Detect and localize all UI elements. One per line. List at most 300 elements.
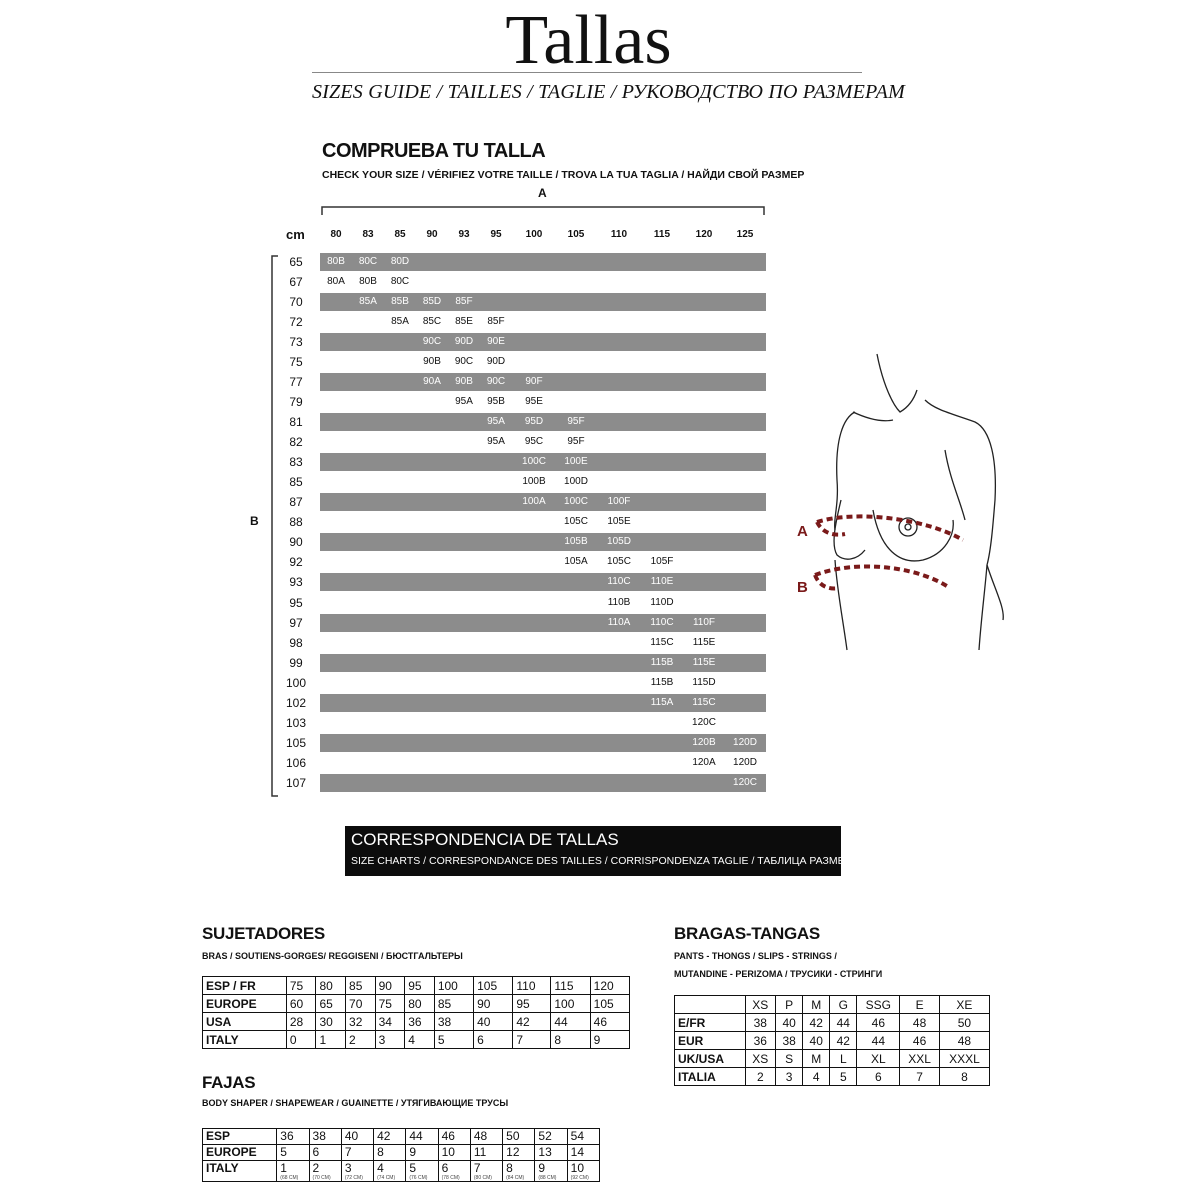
size-cell: 110F xyxy=(692,616,716,628)
size-cell: 120A xyxy=(692,756,716,768)
cell-value: 46 xyxy=(593,1014,607,1029)
bras-size-table xyxy=(202,976,630,1049)
column-header: 85 xyxy=(394,229,406,240)
column-header-cell: M xyxy=(803,996,830,1014)
table-cell xyxy=(309,1161,341,1182)
row-label: 73 xyxy=(289,335,303,350)
size-cell: 95B xyxy=(487,396,505,408)
bras-subtitle: BRAS / SOUTIENS-GORGES/ REGGISENI / БЮСТГАЛЬТЕРЫ xyxy=(202,951,463,961)
cell-note: (68 CM) xyxy=(280,1175,299,1181)
cell-value: 44 xyxy=(871,1033,886,1048)
column-header: 120 xyxy=(695,229,713,240)
table-cell xyxy=(513,1013,551,1031)
table-cell xyxy=(513,1031,551,1049)
table-cell xyxy=(474,995,513,1013)
table-cell xyxy=(857,1014,900,1032)
cell-value: EUR xyxy=(678,1033,704,1048)
table-cell xyxy=(513,995,551,1013)
table-cell xyxy=(830,1032,857,1050)
figure-label-a: A xyxy=(797,523,808,540)
cell-value: 8 xyxy=(506,1161,513,1175)
cell-note: (78 CM) xyxy=(441,1175,460,1181)
unit-label: cm xyxy=(286,227,305,242)
table-cell xyxy=(745,1050,776,1068)
row-label: 82 xyxy=(289,435,303,450)
size-cell: 80D xyxy=(390,256,410,267)
cell-value: 38 xyxy=(437,1014,452,1029)
table-cell xyxy=(939,1050,989,1068)
cell-value: ITALY xyxy=(206,1161,239,1175)
column-header: 105 xyxy=(567,229,585,240)
table-cell xyxy=(939,1032,989,1050)
row-label: 75 xyxy=(289,355,303,370)
table-cell xyxy=(374,1161,406,1182)
row-header-cell xyxy=(203,977,287,995)
size-cell: 110A xyxy=(607,616,631,628)
table-cell xyxy=(590,1013,629,1031)
table-cell xyxy=(745,1068,776,1086)
cell-value: 8 xyxy=(961,1069,968,1084)
table-cell xyxy=(535,1161,567,1182)
table-cell xyxy=(406,1145,438,1161)
underbust-measure-label: B xyxy=(250,514,259,528)
cell-value: 4 xyxy=(812,1069,820,1084)
size-cell: 120B xyxy=(692,736,716,748)
size-cell: 80C xyxy=(358,256,378,267)
size-cell: 90E xyxy=(487,336,505,348)
correspondence-subtitle: SIZE CHARTS / CORRESPONDANCE DES TAILLES / CORRISPONDENZA TAGLIE / ТАБЛИЦА РАЗМЕРОВ xyxy=(351,855,867,867)
cell-value: 95 xyxy=(516,996,530,1011)
size-cell: 110B xyxy=(607,596,631,608)
size-cell: 105D xyxy=(607,536,631,548)
cell-value: 6 xyxy=(312,1145,320,1159)
size-cell: 110C xyxy=(650,616,674,628)
cell-value: 12 xyxy=(506,1145,520,1159)
size-cell: 100F xyxy=(607,496,631,508)
table-row xyxy=(203,977,630,995)
column-header: 100 xyxy=(525,229,543,240)
table-cell xyxy=(503,1145,535,1161)
table-cell xyxy=(434,977,473,995)
table-cell xyxy=(316,977,346,995)
size-cell: 100A xyxy=(522,496,546,508)
size-cell: 95D xyxy=(524,416,544,428)
size-cell: 100E xyxy=(564,456,588,468)
table-cell xyxy=(551,1013,590,1031)
figure-label-b: B xyxy=(797,579,808,596)
cell-value: XL xyxy=(871,1051,886,1066)
table-cell xyxy=(405,1031,435,1049)
size-cell: 85D xyxy=(422,296,442,308)
cell-value: 65 xyxy=(319,996,333,1011)
table-cell xyxy=(346,995,376,1013)
table-cell xyxy=(551,977,590,995)
table-row xyxy=(203,1161,600,1182)
table-cell xyxy=(316,1031,346,1049)
check-size-subtitle: CHECK YOUR SIZE / VÉRIFIEZ VOTRE TAILLE / TROVA LA TUA TAGLIA / НАЙДИ СВОЙ РАЗМЕР xyxy=(322,169,805,181)
table-cell xyxy=(346,1013,376,1031)
table-cell xyxy=(567,1161,599,1182)
table-cell xyxy=(803,1032,830,1050)
row-header-cell xyxy=(203,1031,287,1049)
size-cell: 100B xyxy=(522,476,546,488)
bust-figure-illustration xyxy=(795,350,1015,660)
cell-value: 44 xyxy=(409,1129,423,1143)
table-cell xyxy=(551,1031,590,1049)
cell-value: 36 xyxy=(753,1033,767,1048)
table-cell xyxy=(438,1129,470,1145)
cell-value: 9 xyxy=(593,1032,601,1047)
cell-value: 44 xyxy=(836,1015,850,1030)
cell-value: 48 xyxy=(957,1033,972,1048)
table-row xyxy=(203,1031,630,1049)
size-cell: 120D xyxy=(733,736,757,748)
cell-value: 2 xyxy=(312,1161,320,1175)
size-cell: 95A xyxy=(455,396,473,408)
bras-title: SUJETADORES xyxy=(202,924,325,943)
size-cell: 115D xyxy=(692,676,716,688)
column-header: 110 xyxy=(610,229,628,240)
table-row xyxy=(675,1068,990,1086)
check-size-title: COMPRUEBA TU TALLA xyxy=(322,140,546,162)
size-cell: 85B xyxy=(391,296,409,308)
size-cell: 115C xyxy=(692,696,716,708)
size-cell: 80C xyxy=(390,276,410,288)
table-cell xyxy=(277,1161,309,1182)
cell-value: 38 xyxy=(753,1015,767,1030)
size-cell: 90C xyxy=(454,356,474,368)
cell-value: EUROPE xyxy=(206,1145,257,1159)
table-cell xyxy=(513,977,551,995)
size-cell: 120C xyxy=(733,776,757,788)
cell-value: 8 xyxy=(554,1032,562,1047)
cell-value: 60 xyxy=(289,996,304,1011)
table-row xyxy=(203,1145,600,1161)
row-label: 92 xyxy=(289,555,303,570)
cell-value: 7 xyxy=(344,1145,352,1159)
size-cell: 95E xyxy=(525,396,543,408)
row-label: 95 xyxy=(289,595,303,610)
bust-measure-label: A xyxy=(538,186,547,200)
cell-note: (80 CM) xyxy=(473,1175,492,1181)
cell-value: 70 xyxy=(349,996,363,1011)
column-header-cell: G xyxy=(830,996,857,1014)
cell-value: 42 xyxy=(836,1033,850,1048)
table-cell xyxy=(434,1031,473,1049)
underbust-measure-line xyxy=(815,566,950,588)
cell-value: 90 xyxy=(378,978,392,993)
briefs-subtitle-1: PANTS - THONGS / SLIPS - STRINGS / xyxy=(674,951,837,961)
cell-value: ESP / FR xyxy=(206,978,256,993)
table-cell xyxy=(309,1145,341,1161)
table-row xyxy=(203,1013,630,1031)
table-cell xyxy=(346,1031,376,1049)
cell-value: 50 xyxy=(506,1129,520,1143)
table-cell xyxy=(567,1145,599,1161)
cell-value: 5 xyxy=(280,1145,287,1159)
table-cell xyxy=(745,1032,776,1050)
row-label: 79 xyxy=(289,395,303,410)
table-cell xyxy=(857,1068,900,1086)
cell-value: 38 xyxy=(782,1033,796,1048)
table-cell xyxy=(438,1161,470,1182)
table-cell xyxy=(316,995,346,1013)
table-cell xyxy=(316,1013,346,1031)
size-cell: 120D xyxy=(733,756,757,768)
table-cell xyxy=(939,1068,989,1086)
column-header: 115 xyxy=(653,229,671,240)
size-cell: 115C xyxy=(650,636,674,648)
cell-note: (84 CM) xyxy=(506,1175,525,1181)
table-cell xyxy=(503,1129,535,1145)
column-header-cell: SSG xyxy=(857,996,900,1014)
table-cell xyxy=(803,1014,830,1032)
row-label: 105 xyxy=(285,735,307,750)
cell-value: 11 xyxy=(473,1145,487,1159)
row-label: 72 xyxy=(289,315,303,330)
cell-value: 28 xyxy=(289,1014,304,1029)
table-cell xyxy=(900,1050,939,1068)
size-cell: 90F xyxy=(525,376,543,388)
table-cell xyxy=(286,977,316,995)
size-cell: 105A xyxy=(564,556,588,568)
cell-value: ITALIA xyxy=(678,1069,716,1084)
cell-value: 36 xyxy=(280,1129,294,1143)
cell-value: 50 xyxy=(957,1015,972,1030)
cell-value: 2 xyxy=(349,1032,356,1047)
cell-value: 5 xyxy=(839,1069,847,1084)
size-cell: 120C xyxy=(692,716,716,728)
cell-value: 95 xyxy=(408,978,422,993)
briefs-size-table xyxy=(674,995,990,1086)
cell-note: (88 CM) xyxy=(538,1175,557,1181)
cell-value: 44 xyxy=(554,1014,568,1029)
row-band xyxy=(320,333,766,351)
row-label: 99 xyxy=(289,655,303,670)
table-cell xyxy=(590,995,629,1013)
table-row xyxy=(203,1129,600,1145)
cell-value: 36 xyxy=(408,1014,422,1029)
row-header-cell xyxy=(203,995,287,1013)
row-header-cell xyxy=(203,1129,277,1145)
row-label: 67 xyxy=(289,275,303,290)
bust-measure-line xyxy=(817,516,963,540)
row-label: 85 xyxy=(289,475,303,490)
table-cell xyxy=(406,1129,438,1145)
size-cell: 100C xyxy=(522,456,546,468)
cell-value: 100 xyxy=(437,978,458,993)
table-cell xyxy=(405,1013,435,1031)
cell-value: XXXL xyxy=(949,1051,980,1066)
row-label: 107 xyxy=(285,775,307,790)
table-cell xyxy=(474,1013,513,1031)
cell-value: ESP xyxy=(206,1129,231,1143)
size-cell: 115E xyxy=(692,636,716,648)
cell-value: 5 xyxy=(409,1161,417,1175)
cell-value: 90 xyxy=(477,996,491,1011)
cell-value: UK/USA xyxy=(678,1051,725,1066)
table-cell xyxy=(900,1068,939,1086)
cell-value: 30 xyxy=(319,1014,333,1029)
page-subtitle: SIZES GUIDE / TAILLES / TAGLIE / РУКОВОДСТВО ПО РАЗМЕРАМ xyxy=(312,81,905,103)
cell-value: 100 xyxy=(554,996,575,1011)
table-cell xyxy=(803,1068,830,1086)
column-header-cell: XE xyxy=(939,996,989,1014)
table-cell xyxy=(375,1031,405,1049)
table-cell xyxy=(406,1161,438,1182)
row-header-cell xyxy=(675,1068,746,1086)
cell-value: 3 xyxy=(344,1161,352,1175)
table-cell xyxy=(405,995,435,1013)
size-cell: 90A xyxy=(423,376,441,388)
table-row xyxy=(675,1014,990,1032)
cell-value: 48 xyxy=(912,1015,927,1030)
size-cell: 80B xyxy=(359,276,377,288)
cell-value: XS xyxy=(752,1051,769,1066)
table-cell xyxy=(900,1014,939,1032)
cell-value: 46 xyxy=(441,1129,455,1143)
size-cell: 115B xyxy=(650,676,674,688)
table-cell xyxy=(341,1129,373,1145)
size-cell: 85A xyxy=(359,296,377,308)
table-row xyxy=(675,1050,990,1068)
table-cell xyxy=(830,1014,857,1032)
size-cell: 115B xyxy=(650,656,674,668)
cell-value: 54 xyxy=(570,1129,585,1143)
table-row xyxy=(203,995,630,1013)
cell-value: 80 xyxy=(319,978,333,993)
table-cell xyxy=(900,1032,939,1050)
table-cell xyxy=(438,1145,470,1161)
cell-value: 40 xyxy=(782,1015,796,1030)
column-header-cell: E xyxy=(900,996,939,1014)
table-cell xyxy=(341,1161,373,1182)
cell-value: 38 xyxy=(312,1129,326,1143)
table-cell xyxy=(286,1031,316,1049)
table-cell xyxy=(567,1129,599,1145)
cell-value: 85 xyxy=(349,978,363,993)
row-label: 106 xyxy=(285,755,307,770)
size-cell: 85E xyxy=(455,316,473,328)
table-cell xyxy=(939,1014,989,1032)
size-cell: 105C xyxy=(607,556,631,568)
row-label: 103 xyxy=(285,715,307,730)
column-header-cell: XS xyxy=(745,996,776,1014)
cell-value: 48 xyxy=(473,1129,488,1143)
size-cell: 90B xyxy=(423,356,441,368)
cell-value: XXL xyxy=(908,1051,931,1066)
cell-value: 40 xyxy=(344,1129,359,1143)
row-label: 97 xyxy=(289,615,303,630)
size-cell: 95C xyxy=(524,436,544,448)
cell-note: (92 CM) xyxy=(570,1175,589,1181)
row-label: 93 xyxy=(289,575,303,590)
table-cell xyxy=(374,1145,406,1161)
cell-value: 115 xyxy=(554,978,574,993)
cell-value: 9 xyxy=(538,1161,546,1175)
table-cell xyxy=(503,1161,535,1182)
column-header: 83 xyxy=(362,229,374,240)
table-cell xyxy=(535,1129,567,1145)
cell-value: 0 xyxy=(289,1032,297,1047)
size-cell: 110D xyxy=(650,596,674,608)
cell-value: 105 xyxy=(593,996,614,1011)
underbust-measure-line-back xyxy=(815,575,839,588)
cell-value: 10 xyxy=(570,1161,585,1175)
table-cell xyxy=(776,1014,803,1032)
cell-value: 2 xyxy=(756,1069,764,1084)
column-header-cell xyxy=(675,996,746,1014)
cell-note: (70 CM) xyxy=(312,1175,331,1181)
shapewear-title: FAJAS xyxy=(202,1073,256,1092)
row-label: 88 xyxy=(289,515,303,530)
cell-value: 40 xyxy=(477,1014,491,1029)
cell-value: 9 xyxy=(409,1145,417,1159)
table-cell xyxy=(590,1031,629,1049)
table-cell xyxy=(470,1129,502,1145)
table-cell xyxy=(374,1129,406,1145)
size-cell: 110C xyxy=(607,576,631,588)
cell-value: 42 xyxy=(377,1129,391,1143)
cell-value: E/FR xyxy=(678,1015,706,1030)
cell-value: 7 xyxy=(916,1069,923,1084)
briefs-title: BRAGAS-TANGAS xyxy=(674,924,820,943)
table-cell xyxy=(346,977,376,995)
cell-value: 6 xyxy=(875,1069,882,1084)
cell-value: 7 xyxy=(516,1032,524,1047)
row-label: 98 xyxy=(289,635,303,650)
table-cell xyxy=(470,1161,502,1182)
row-label: 90 xyxy=(289,535,303,550)
row-header-cell xyxy=(675,1050,746,1068)
table-cell xyxy=(277,1145,309,1161)
size-cell: 85A xyxy=(391,316,409,328)
page-title: Tallas xyxy=(505,2,672,79)
size-cell: 80B xyxy=(327,256,345,267)
cell-value: 3 xyxy=(378,1032,386,1047)
cell-value: 3 xyxy=(785,1069,793,1084)
cell-value: 4 xyxy=(408,1032,415,1047)
table-cell xyxy=(551,995,590,1013)
briefs-subtitle-2: MUTANDINE - PERIZOMA / ТРУСИКИ - СТРИНГИ xyxy=(674,969,883,979)
size-cell: 95F xyxy=(567,436,585,448)
size-cell: 105B xyxy=(564,536,588,548)
size-cell: 100C xyxy=(564,496,588,508)
cell-value: 10 xyxy=(441,1145,455,1159)
table-cell xyxy=(286,1013,316,1031)
size-cell: 110E xyxy=(650,576,674,588)
size-cell: 95F xyxy=(567,416,585,428)
row-label: 81 xyxy=(289,415,303,430)
table-cell xyxy=(375,995,405,1013)
column-header-cell: P xyxy=(776,996,803,1014)
cell-value: 7 xyxy=(473,1161,481,1175)
correspondence-title: CORRESPONDENCIA DE TALLAS xyxy=(351,830,619,849)
cell-value: EUROPE xyxy=(206,996,257,1011)
column-header: 90 xyxy=(426,229,438,240)
cell-value: ITALY xyxy=(206,1032,239,1047)
table-cell xyxy=(857,1032,900,1050)
correspondence-banner xyxy=(345,826,867,876)
size-cell: 90D xyxy=(454,336,474,348)
cell-value: USA xyxy=(206,1014,232,1029)
column-header: 95 xyxy=(490,229,502,240)
row-label: 65 xyxy=(289,255,303,269)
column-header: 125 xyxy=(736,229,754,240)
cell-value: 85 xyxy=(437,996,452,1011)
size-cell: 85C xyxy=(422,316,442,328)
size-cell: 105F xyxy=(650,556,674,568)
